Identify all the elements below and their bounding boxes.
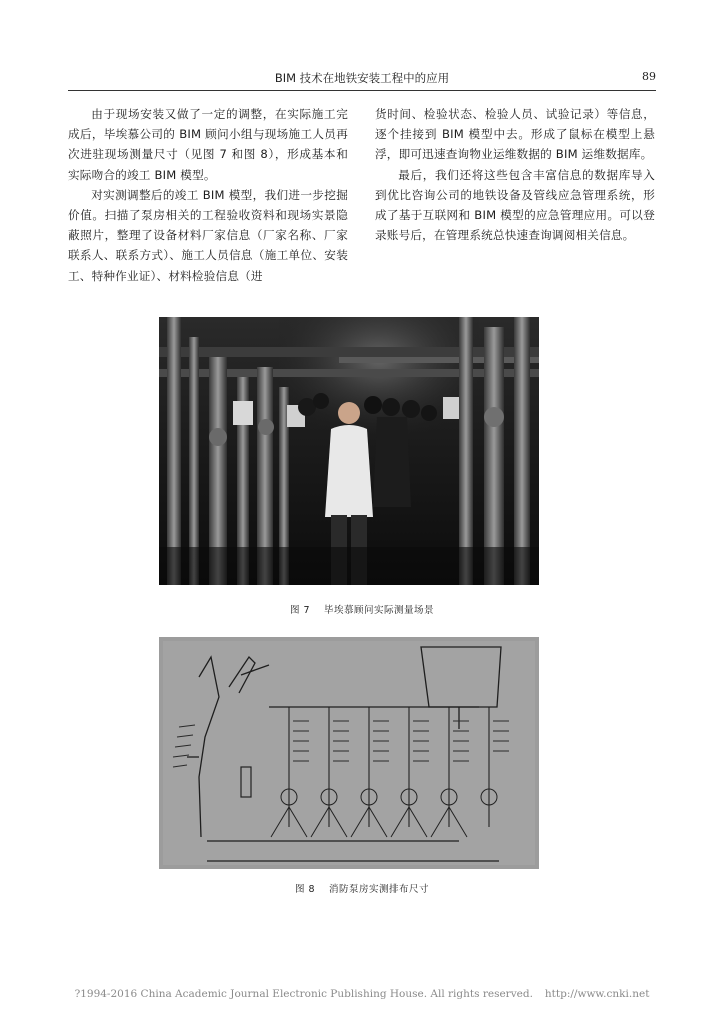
figure-7-photo [159, 317, 539, 585]
figure-7-caption [0, 602, 724, 616]
paragraph: 对实测调整后的竣工 BIM 模型，我们进一步挖掘价值。扫描了泵房相关的工程验收资料和现场实景隐蔽照片，整理了设备材料厂家信息（厂家名称、厂家联系人、联系方式）、施工人员信息（施工单位、安装工、特种作业证）、材料检验信息（进 [68, 187, 348, 283]
paragraph-continued: 货时间、检验状态、检验人员、试验记录）等信息，逐个挂接到 BIM 模型中去。形成了鼠标在模型上悬浮，即可迅速查询物业运维数据的 BIM 运维数据库。 [375, 107, 655, 162]
figure-label: 图 7 [289, 605, 311, 616]
figure-label: 图 8 [294, 884, 316, 895]
pump-room-photo [159, 317, 539, 585]
paragraph: 由于现场安装又做了一定的调整，在实际施工完成后，毕埃慕公司的 BIM 顾问小组与现场施工人员再次进驻现场测量尺寸（见图 7 和图 8），形成基本和实际吻合的竣工 BIM 模型。 [68, 107, 348, 182]
running-title: BIM 技术在地铁安装工程中的应用 [274, 71, 450, 85]
right-column [375, 104, 655, 245]
figure-caption-text: 消防泵房实测排布尺寸 [329, 884, 430, 895]
body-text [68, 104, 658, 294]
running-header [68, 66, 656, 91]
footer-url[interactable]: http://www.cnki.net [544, 988, 650, 1000]
figure-8-caption [0, 881, 724, 895]
paragraph: 最后，我们还将这些包含丰富信息的数据库导入到优比咨询公司的地铁设备及管线应急管理系统，形成了基于互联网和 BIM 模型的应急管理应用。可以登录账号后，在管理系统总快速查询调阅相关信息。 [375, 167, 655, 243]
figure-caption-text: 毕埃慕顾问实际测量场景 [324, 605, 435, 616]
copyright-text: ?1994-2016 China Academic Journal Electronic Publishing House. All rights reserved. [74, 988, 533, 1000]
figure-8-sketch [159, 637, 539, 869]
copyright-footer [0, 988, 724, 1000]
layout-sketch [159, 637, 539, 869]
page-number: 89 [642, 70, 656, 83]
left-column [68, 104, 348, 286]
